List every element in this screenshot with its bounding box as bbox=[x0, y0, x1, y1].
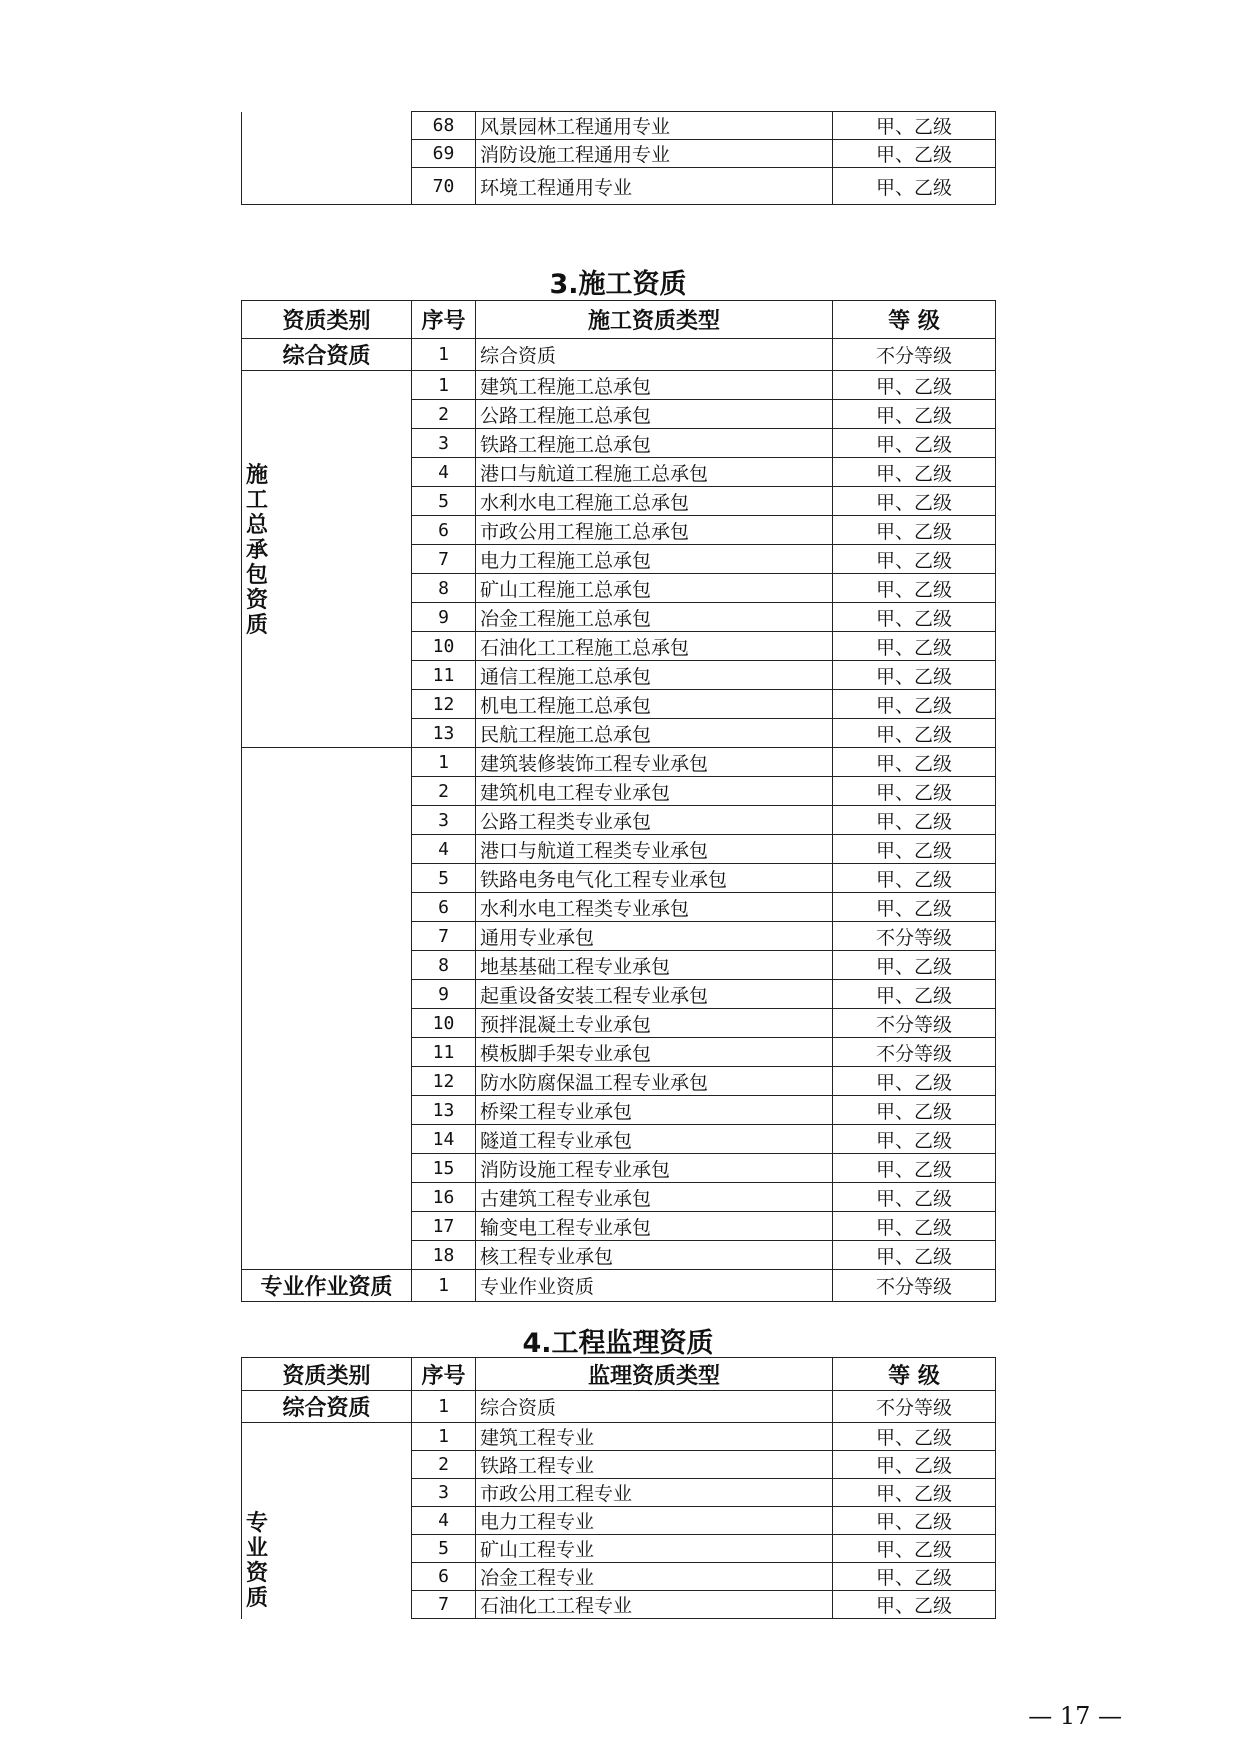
grade: 甲、乙级 bbox=[833, 632, 996, 661]
header-grade: 等 级 bbox=[833, 1358, 996, 1391]
grade: 甲、乙级 bbox=[833, 487, 996, 516]
header-number: 序号 bbox=[412, 1358, 476, 1391]
row-number: 4 bbox=[412, 1507, 476, 1535]
grade: 甲、乙级 bbox=[833, 168, 996, 205]
category-general-contract-label: 施工总承包资质 bbox=[246, 463, 269, 638]
row-number: 1 bbox=[412, 1391, 476, 1423]
qualification-type: 核工程专业承包 bbox=[476, 1241, 833, 1270]
grade: 甲、乙级 bbox=[833, 1125, 996, 1154]
grade: 甲、乙级 bbox=[833, 980, 996, 1009]
qualification-type: 公路工程施工总承包 bbox=[476, 400, 833, 429]
qualification-type: 模板脚手架专业承包 bbox=[476, 1038, 833, 1067]
table-row bbox=[242, 339, 996, 371]
category-specialty-label: 专业资质 bbox=[246, 1511, 269, 1611]
qualification-type: 通信工程施工总承包 bbox=[476, 661, 833, 690]
qualification-type: 建筑装修装饰工程专业承包 bbox=[476, 748, 833, 777]
header-row bbox=[242, 1358, 996, 1391]
row-number: 3 bbox=[412, 429, 476, 458]
grade: 甲、乙级 bbox=[833, 806, 996, 835]
header-grade: 等 级 bbox=[833, 301, 996, 339]
grade: 甲、乙级 bbox=[833, 516, 996, 545]
row-number: 1 bbox=[412, 748, 476, 777]
grade: 甲、乙级 bbox=[833, 893, 996, 922]
row-number: 1 bbox=[412, 1270, 476, 1302]
table-row bbox=[242, 112, 996, 140]
category-cell-empty bbox=[242, 112, 412, 205]
grade: 甲、乙级 bbox=[833, 400, 996, 429]
qualification-type: 风景园林工程通用专业 bbox=[476, 112, 833, 140]
grade: 甲、乙级 bbox=[833, 574, 996, 603]
row-number: 7 bbox=[412, 545, 476, 574]
row-number: 5 bbox=[412, 487, 476, 516]
row-number: 6 bbox=[412, 516, 476, 545]
row-number: 1 bbox=[412, 339, 476, 371]
grade: 甲、乙级 bbox=[833, 458, 996, 487]
qualification-type: 综合资质 bbox=[476, 1391, 833, 1423]
qualification-type: 公路工程类专业承包 bbox=[476, 806, 833, 835]
qualification-type: 铁路工程专业 bbox=[476, 1451, 833, 1479]
qualification-type: 起重设备安装工程专业承包 bbox=[476, 980, 833, 1009]
grade: 不分等级 bbox=[833, 1270, 996, 1302]
grade: 不分等级 bbox=[833, 339, 996, 371]
table-row bbox=[242, 1391, 996, 1423]
row-number: 9 bbox=[412, 980, 476, 1009]
row-number: 13 bbox=[412, 1096, 476, 1125]
row-number: 9 bbox=[412, 603, 476, 632]
row-number: 10 bbox=[412, 632, 476, 661]
row-number: 3 bbox=[412, 806, 476, 835]
grade: 甲、乙级 bbox=[833, 371, 996, 400]
grade: 甲、乙级 bbox=[833, 1183, 996, 1212]
qualification-type: 港口与航道工程施工总承包 bbox=[476, 458, 833, 487]
row-number: 69 bbox=[412, 140, 476, 168]
qualification-type: 预拌混凝土专业承包 bbox=[476, 1009, 833, 1038]
grade: 甲、乙级 bbox=[833, 690, 996, 719]
grade: 甲、乙级 bbox=[833, 1507, 996, 1535]
grade: 甲、乙级 bbox=[833, 748, 996, 777]
grade: 甲、乙级 bbox=[833, 603, 996, 632]
grade: 甲、乙级 bbox=[833, 1067, 996, 1096]
row-number: 18 bbox=[412, 1241, 476, 1270]
table-row bbox=[242, 1423, 996, 1451]
row-number: 3 bbox=[412, 1479, 476, 1507]
grade: 甲、乙级 bbox=[833, 864, 996, 893]
row-number: 13 bbox=[412, 719, 476, 748]
row-number: 1 bbox=[412, 1423, 476, 1451]
qualification-type: 冶金工程专业 bbox=[476, 1563, 833, 1591]
category-general-contract bbox=[242, 371, 412, 748]
grade: 甲、乙级 bbox=[833, 777, 996, 806]
qualification-type: 石油化工工程施工总承包 bbox=[476, 632, 833, 661]
qualification-type: 矿山工程专业 bbox=[476, 1535, 833, 1563]
row-number: 5 bbox=[412, 864, 476, 893]
grade: 甲、乙级 bbox=[833, 140, 996, 168]
row-number: 14 bbox=[412, 1125, 476, 1154]
grade: 甲、乙级 bbox=[833, 1563, 996, 1591]
header-category: 资质类别 bbox=[242, 301, 412, 339]
header-row bbox=[242, 301, 996, 339]
category-comprehensive: 综合资质 bbox=[242, 1391, 412, 1423]
grade: 甲、乙级 bbox=[833, 1423, 996, 1451]
header-type: 监理资质类型 bbox=[476, 1358, 833, 1391]
row-number: 7 bbox=[412, 922, 476, 951]
section-4-title: 4.工程监理资质 bbox=[522, 1328, 714, 1359]
grade: 甲、乙级 bbox=[833, 1154, 996, 1183]
qualification-type: 石油化工工程专业 bbox=[476, 1591, 833, 1619]
construction-qualification-table bbox=[241, 300, 996, 1302]
qualification-type: 电力工程施工总承包 bbox=[476, 545, 833, 574]
row-number: 1 bbox=[412, 371, 476, 400]
table-row bbox=[242, 748, 996, 777]
qualification-type: 古建筑工程专业承包 bbox=[476, 1183, 833, 1212]
grade: 甲、乙级 bbox=[833, 1096, 996, 1125]
grade: 甲、乙级 bbox=[833, 1241, 996, 1270]
qualification-type: 综合资质 bbox=[476, 339, 833, 371]
grade: 甲、乙级 bbox=[833, 661, 996, 690]
row-number: 8 bbox=[412, 951, 476, 980]
grade: 不分等级 bbox=[833, 1038, 996, 1067]
qualification-type: 地基基础工程专业承包 bbox=[476, 951, 833, 980]
qualification-type: 通用专业承包 bbox=[476, 922, 833, 951]
qualification-type: 矿山工程施工总承包 bbox=[476, 574, 833, 603]
row-number: 10 bbox=[412, 1009, 476, 1038]
header-number: 序号 bbox=[412, 301, 476, 339]
grade: 甲、乙级 bbox=[833, 1451, 996, 1479]
qualification-type: 环境工程通用专业 bbox=[476, 168, 833, 205]
qualification-type: 水利水电工程施工总承包 bbox=[476, 487, 833, 516]
table-row bbox=[242, 371, 996, 400]
qualification-type: 建筑工程专业 bbox=[476, 1423, 833, 1451]
qualification-type: 防水防腐保温工程专业承包 bbox=[476, 1067, 833, 1096]
header-category: 资质类别 bbox=[242, 1358, 412, 1391]
qualification-type: 消防设施工程专业承包 bbox=[476, 1154, 833, 1183]
row-number: 12 bbox=[412, 690, 476, 719]
qualification-type: 铁路工程施工总承包 bbox=[476, 429, 833, 458]
grade: 甲、乙级 bbox=[833, 112, 996, 140]
grade: 甲、乙级 bbox=[833, 1479, 996, 1507]
category-specialty bbox=[242, 1423, 412, 1619]
row-number: 4 bbox=[412, 458, 476, 487]
table-row bbox=[242, 1270, 996, 1302]
category-comprehensive: 综合资质 bbox=[242, 339, 412, 371]
qualification-type: 铁路电务电气化工程专业承包 bbox=[476, 864, 833, 893]
row-number: 16 bbox=[412, 1183, 476, 1212]
row-number: 8 bbox=[412, 574, 476, 603]
qualification-type: 电力工程专业 bbox=[476, 1507, 833, 1535]
grade: 不分等级 bbox=[833, 1009, 996, 1038]
qualification-type: 民航工程施工总承包 bbox=[476, 719, 833, 748]
row-number: 2 bbox=[412, 777, 476, 806]
qualification-type: 建筑工程施工总承包 bbox=[476, 371, 833, 400]
row-number: 6 bbox=[412, 893, 476, 922]
qualification-type: 市政公用工程施工总承包 bbox=[476, 516, 833, 545]
grade: 甲、乙级 bbox=[833, 951, 996, 980]
row-number: 12 bbox=[412, 1067, 476, 1096]
header-type: 施工资质类型 bbox=[476, 301, 833, 339]
grade: 甲、乙级 bbox=[833, 719, 996, 748]
row-number: 6 bbox=[412, 1563, 476, 1591]
qualification-type: 消防设施工程通用专业 bbox=[476, 140, 833, 168]
qualification-type: 港口与航道工程类专业承包 bbox=[476, 835, 833, 864]
grade: 甲、乙级 bbox=[833, 1212, 996, 1241]
grade: 甲、乙级 bbox=[833, 1591, 996, 1619]
section-3-title: 3.施工资质 bbox=[549, 269, 687, 300]
qualification-type: 建筑机电工程专业承包 bbox=[476, 777, 833, 806]
continuation-table bbox=[241, 111, 996, 205]
grade: 甲、乙级 bbox=[833, 545, 996, 574]
row-number: 15 bbox=[412, 1154, 476, 1183]
qualification-type: 专业作业资质 bbox=[476, 1270, 833, 1302]
qualification-type: 桥梁工程专业承包 bbox=[476, 1096, 833, 1125]
qualification-type: 水利水电工程类专业承包 bbox=[476, 893, 833, 922]
grade: 不分等级 bbox=[833, 1391, 996, 1423]
row-number: 2 bbox=[412, 400, 476, 429]
category-specialty-contract bbox=[242, 748, 412, 1270]
qualification-type: 输变电工程专业承包 bbox=[476, 1212, 833, 1241]
row-number: 7 bbox=[412, 1591, 476, 1619]
row-number: 70 bbox=[412, 168, 476, 205]
row-number: 2 bbox=[412, 1451, 476, 1479]
supervision-qualification-table bbox=[241, 1357, 996, 1619]
qualification-type: 隧道工程专业承包 bbox=[476, 1125, 833, 1154]
row-number: 11 bbox=[412, 661, 476, 690]
grade: 甲、乙级 bbox=[833, 835, 996, 864]
grade: 甲、乙级 bbox=[833, 429, 996, 458]
qualification-type: 机电工程施工总承包 bbox=[476, 690, 833, 719]
category-work: 专业作业资质 bbox=[242, 1270, 412, 1302]
row-number: 17 bbox=[412, 1212, 476, 1241]
row-number: 11 bbox=[412, 1038, 476, 1067]
qualification-type: 市政公用工程专业 bbox=[476, 1479, 833, 1507]
grade: 甲、乙级 bbox=[833, 1535, 996, 1563]
row-number: 68 bbox=[412, 112, 476, 140]
grade: 不分等级 bbox=[833, 922, 996, 951]
qualification-type: 冶金工程施工总承包 bbox=[476, 603, 833, 632]
page-number: — 17 — bbox=[1028, 1702, 1122, 1730]
row-number: 4 bbox=[412, 835, 476, 864]
row-number: 5 bbox=[412, 1535, 476, 1563]
